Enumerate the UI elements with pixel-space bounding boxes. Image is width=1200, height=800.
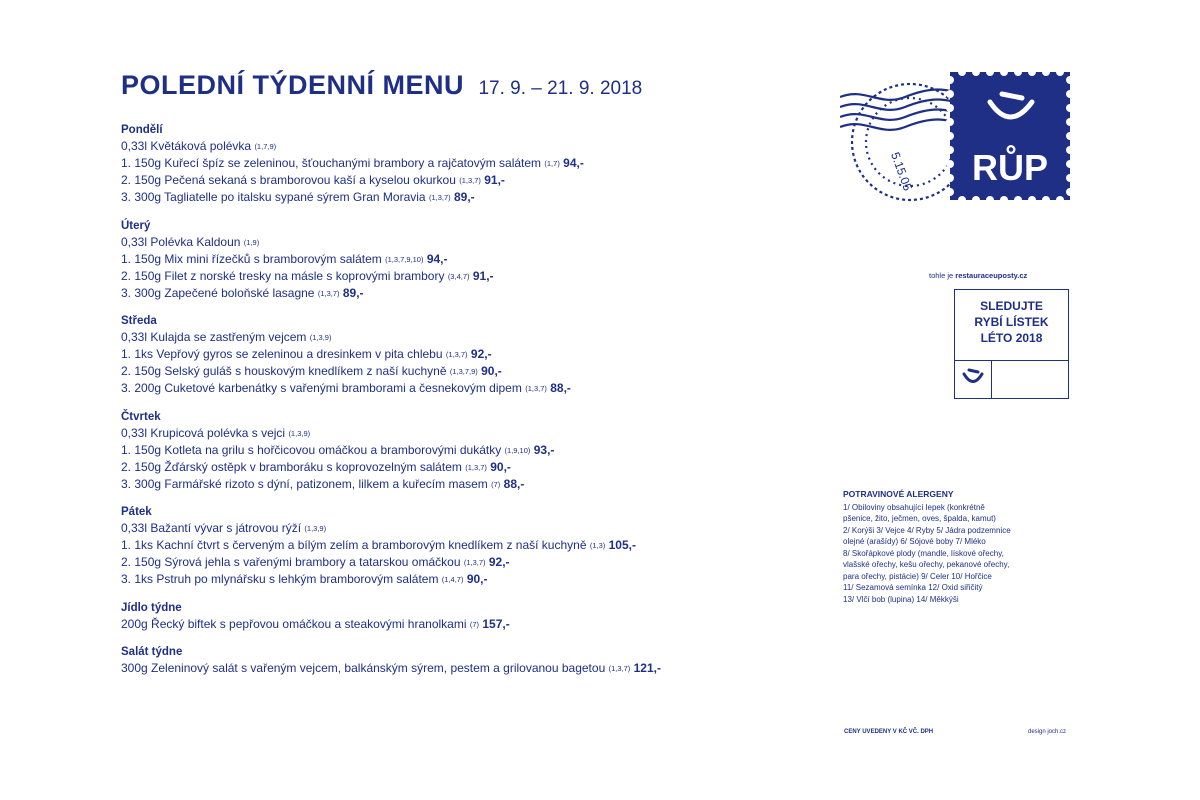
menu-item-text: 200g Řecký biftek s pepřovou omáčkou a steakovými hranolkami — [121, 616, 467, 631]
menu-item-allergens: (1,3,7,9,10) — [385, 254, 424, 264]
menu-item-allergens: (1,3,7) — [525, 384, 547, 393]
day-heading: Salát týdne — [121, 646, 183, 658]
menu-item-allergens: (1,3,7) — [428, 193, 451, 202]
allergen-line: vlašské ořechy, kešu ořechy, pekanové ořechy, — [843, 560, 1010, 569]
svg-text:5.15.05: 5.15.05 — [888, 150, 915, 193]
day-heading: Úterý — [121, 219, 151, 232]
menu-item-price: 91,- — [484, 173, 505, 187]
menu-item-allergens: (1,3,7) — [445, 350, 468, 359]
menu-item — [121, 138, 821, 155]
allergen-legend — [843, 489, 1083, 605]
menu-item-price: 91,- — [472, 268, 494, 283]
menu-item-price: 88,- — [550, 381, 571, 395]
allergen-legend-title: POTRAVINOVÉ ALERGENY — [843, 489, 954, 499]
menu-item — [121, 459, 821, 476]
menu-day — [121, 644, 821, 677]
menu-item-allergens: (7) — [469, 619, 480, 629]
menu-item — [121, 189, 821, 206]
menu-item-text: 2. 150g Selský guláš s houskovým knedlíkem z naší kuchyně — [121, 364, 447, 378]
menu-item-allergens: (1,9) — [243, 237, 260, 247]
menu-item-text: 1. 150g Kotleta na grilu s hořčicovou omáčkou a bramborovými dukátky — [121, 442, 502, 457]
website-prefix: tohle je — [929, 271, 956, 280]
menu-item-price: 94,- — [563, 156, 584, 170]
menu-day — [121, 504, 821, 588]
menu-item — [121, 346, 821, 363]
menu-item-text: 2. 150g Žďárský ostěpk v bramboráku s koprovozelným salátem — [121, 459, 462, 474]
menu-item — [121, 554, 821, 571]
day-heading: Pátek — [121, 506, 152, 518]
menu-item-text: 1. 1ks Kachní čtvrt s červeným a bílým zelím a bramborovým knedlíkem z naší kuchyně — [121, 538, 587, 552]
price-note: CENY UVEDENY V KČ VČ. DPH — [844, 729, 934, 735]
menu-day — [121, 600, 821, 633]
menu-item-text: 2. 150g Sýrová jehla s vařenými brambory a tatarskou omáčkou — [121, 555, 461, 569]
allergen-line: para ořechy, pistácie) 9/ Celer 10/ Hořčice — [843, 571, 992, 581]
design-credit: design joch.cz — [1028, 729, 1067, 735]
menu-day — [121, 409, 821, 493]
day-heading: Čtvrtek — [121, 410, 161, 423]
day-heading: Pondělí — [121, 124, 163, 136]
menu-item — [121, 616, 821, 633]
menu-item-text: 0,33l Polévka Kaldoun — [121, 234, 241, 249]
weekly-menu — [121, 122, 821, 689]
menu-item-price: 92,- — [470, 347, 492, 361]
menu-item-price: 92,- — [488, 555, 510, 569]
allergen-line: 11/ Sezamová semínka 12/ Oxid siřičitý — [843, 583, 983, 592]
menu-item-text: 1. 1ks Vepřový gyros se zeleninou a dresinkem v pita chlebu — [121, 347, 443, 361]
menu-item-allergens: (1,3) — [589, 541, 606, 550]
menu-item-allergens: (1,7,9) — [254, 142, 277, 151]
menu-item-text: 0,33l Krupicová polévka s vejci — [121, 425, 286, 440]
post-horn-icon — [955, 361, 992, 398]
menu-item-price: 93,- — [533, 442, 555, 457]
postage-stamp-logo — [840, 62, 1080, 232]
fish-menu-promo-box — [954, 289, 1069, 399]
menu-item-price: 90,- — [481, 364, 502, 378]
menu-item-price: 89,- — [453, 190, 475, 204]
website-link[interactable]: restauraceuposty.cz — [955, 271, 1028, 280]
menu-item-price: 90,- — [490, 459, 511, 474]
page-title: POLEDNÍ TÝDENNÍ MENU — [121, 70, 465, 100]
menu-item-text: 3. 1ks Pstruh po mlynářsku s lehkým bramborovým salátem — [121, 572, 439, 586]
menu-item — [121, 329, 821, 346]
promo-text: SLEDUJTE RYBÍ LÍSTEK LÉTO 2018 — [974, 299, 1049, 345]
day-heading: Jídlo týdne — [121, 601, 182, 614]
menu-item — [121, 380, 821, 397]
menu-item-allergens: (3,4,7) — [447, 271, 470, 281]
menu-item-price: 94,- — [426, 251, 448, 266]
menu-item-allergens: (1,3,9) — [288, 428, 311, 438]
menu-item-text: 3. 300g Farmářské rizoto s dýní, patizonem, lilkem a kuřecím masem — [121, 476, 488, 491]
menu-item-text: 1. 150g Mix mini řízečků s bramborovým salátem — [121, 251, 382, 266]
menu-item-text: 0,33l Květáková polévka — [121, 139, 252, 153]
allergen-line: 8/ Skořápkové plody (mandle, lískové ořechy, — [843, 548, 1004, 558]
menu-day — [121, 122, 821, 206]
menu-item-price: 90,- — [466, 572, 488, 586]
menu-item-allergens: (1,3,9) — [304, 524, 327, 533]
menu-item — [121, 425, 821, 442]
svg-text:RŮP: RŮP — [971, 147, 1049, 188]
menu-item-text: 2. 150g Pečená sekaná s bramborovou kaší a kyselou okurkou — [121, 173, 456, 187]
allergen-line: olejné (arašídy) 6/ Sójové boby 7/ Mléko — [843, 537, 986, 546]
menu-item-text: 1. 150g Kuřecí špíz se zeleninou, šťouchanými brambory a rajčatovým salátem — [121, 156, 542, 170]
menu-item-price: 89,- — [342, 285, 364, 300]
menu-item-allergens: (1,3,7,9) — [449, 367, 478, 376]
menu-item-text: 300g Zeleninový salát s vařeným vejcem, balkánským sýrem, pestem a grilovanou bagetou — [121, 661, 606, 675]
menu-item-allergens: (1,3,7) — [459, 176, 481, 185]
menu-item-price: 88,- — [503, 476, 525, 491]
menu-item — [121, 251, 821, 268]
menu-item-allergens: (7) — [491, 479, 501, 489]
menu-item — [121, 268, 821, 285]
menu-item-allergens: (1,3,7) — [608, 664, 631, 673]
week-dates: 17. 9. – 21. 9. 2018 — [478, 78, 643, 99]
menu-item-allergens: (1,3,9) — [309, 333, 332, 342]
menu-item — [121, 571, 821, 588]
menu-item — [121, 660, 821, 677]
menu-item-allergens: (1,3,7) — [317, 288, 340, 298]
menu-item-price: 157,- — [482, 616, 510, 631]
menu-day — [121, 218, 821, 302]
allergen-line: 13/ Vlčí bob (lupina) 14/ Měkkýši — [843, 594, 959, 604]
menu-header — [121, 70, 642, 101]
allergen-line: 1/ Obiloviny obsahující lepek (konkrétně — [843, 502, 985, 512]
menu-item-price: 121,- — [633, 661, 661, 675]
menu-item — [121, 285, 821, 302]
menu-item-text: 0,33l Kulajda se zastřeným vejcem — [121, 330, 307, 344]
allergen-line: 2/ Korýši 3/ Vejce 4/ Ryby 5/ Jádra podzemnice — [843, 525, 1011, 535]
menu-item — [121, 172, 821, 189]
menu-item-allergens: (1,7) — [544, 159, 560, 168]
menu-item-text: 0,33l Bažantí vývar s játrovou rýží — [121, 521, 302, 535]
menu-item — [121, 363, 821, 380]
menu-item-price: 105,- — [608, 538, 636, 552]
menu-item-text: 3. 300g Zapečené boloňské lasagne — [121, 285, 315, 300]
menu-item — [121, 476, 821, 493]
menu-item-allergens: (1,4,7) — [441, 575, 464, 584]
menu-item — [121, 520, 821, 537]
menu-item-allergens: (1,3,7) — [465, 462, 487, 472]
menu-item-text: 2. 150g Filet z norské tresky na másle s koprovými brambory — [121, 268, 445, 283]
menu-item — [121, 537, 821, 554]
day-heading: Středa — [121, 315, 157, 327]
website-line — [929, 271, 1027, 280]
menu-item — [121, 442, 821, 459]
menu-item-allergens: (1,9,10) — [504, 445, 531, 455]
menu-day — [121, 313, 821, 397]
menu-item — [121, 155, 821, 172]
allergen-line: pšenice, žito, ječmen, oves, špalda, kamut) — [843, 514, 996, 523]
menu-item-text: 3. 200g Cuketové karbenátky s vařenými bramborami a česnekovým dipem — [121, 381, 522, 395]
menu-item-text: 3. 300g Tagliatelle po italsku sypané sýrem Gran Moravia — [121, 190, 426, 204]
menu-item — [121, 234, 821, 251]
menu-item-allergens: (1,3,7) — [463, 558, 486, 567]
